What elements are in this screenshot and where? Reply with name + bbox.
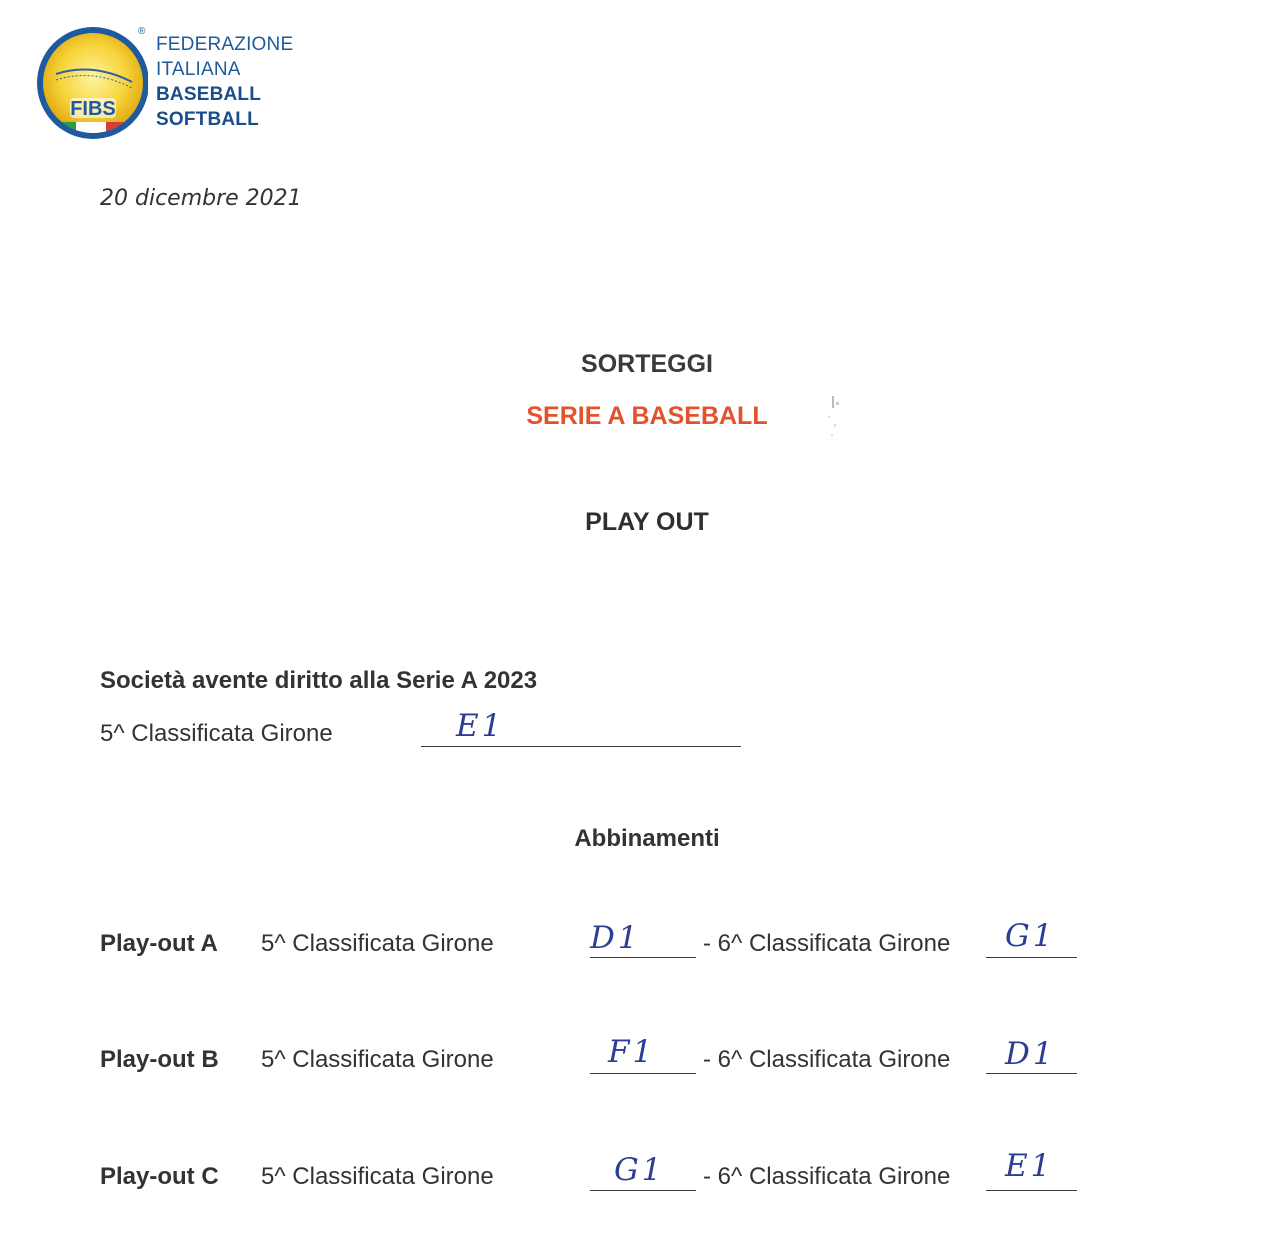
section-label: 5^ Classificata Girone bbox=[100, 720, 333, 747]
scan-artifact bbox=[822, 392, 846, 442]
playout-a-right-text: - 6^ Classificata Girone bbox=[703, 930, 951, 957]
playout-a-right-line bbox=[986, 957, 1077, 958]
logo-line-baseball: BASEBALL bbox=[156, 84, 262, 105]
logo-badge-text: FIBS bbox=[70, 98, 116, 120]
section-blank-line bbox=[421, 746, 741, 747]
playout-c-left-text: 5^ Classificata Girone bbox=[261, 1163, 494, 1190]
registered-mark: ® bbox=[138, 26, 146, 37]
logo-line-softball: SOFTBALL bbox=[156, 109, 259, 130]
section-handwritten-value: E1 bbox=[456, 708, 505, 744]
title-serie: SERIE A BASEBALL bbox=[526, 402, 768, 430]
logo-line-federazione: FEDERAZIONE bbox=[156, 34, 294, 55]
playout-a-right-value: G1 bbox=[1005, 918, 1056, 954]
logo-text bbox=[156, 32, 293, 132]
playout-c-right-text: - 6^ Classificata Girone bbox=[703, 1163, 951, 1190]
playout-c-left-line bbox=[590, 1190, 696, 1191]
fibs-emblem-icon bbox=[36, 22, 148, 144]
playout-b-left-line bbox=[590, 1073, 696, 1074]
abbinamenti-heading: Abbinamenti bbox=[574, 825, 720, 852]
title-playout: PLAY OUT bbox=[585, 508, 709, 536]
fibs-logo bbox=[36, 22, 306, 144]
playout-a-left-value: D1 bbox=[590, 920, 641, 956]
playout-a-left-line bbox=[590, 957, 696, 958]
playout-c-left-value: G1 bbox=[614, 1152, 665, 1188]
logo-line-italiana: ITALIANA bbox=[156, 59, 241, 80]
playout-c-right-value: E1 bbox=[1005, 1148, 1054, 1184]
playout-b-left-text: 5^ Classificata Girone bbox=[261, 1046, 494, 1073]
playout-b-left-value: F1 bbox=[608, 1034, 656, 1070]
playout-b-label: Play-out B bbox=[100, 1046, 219, 1073]
playout-a-left-text: 5^ Classificata Girone bbox=[261, 930, 494, 957]
playout-a-label: Play-out A bbox=[100, 930, 218, 957]
playout-c-label: Play-out C bbox=[100, 1163, 219, 1190]
playout-c-right-line bbox=[986, 1190, 1077, 1191]
playout-b-right-line bbox=[986, 1073, 1077, 1074]
title-sorteggi: SORTEGGI bbox=[581, 350, 713, 378]
section-heading: Società avente diritto alla Serie A 2023 bbox=[100, 667, 538, 694]
playout-b-right-text: - 6^ Classificata Girone bbox=[703, 1046, 951, 1073]
playout-b-right-value: D1 bbox=[1005, 1036, 1056, 1072]
document-date: 20 dicembre 2021 bbox=[100, 186, 302, 211]
